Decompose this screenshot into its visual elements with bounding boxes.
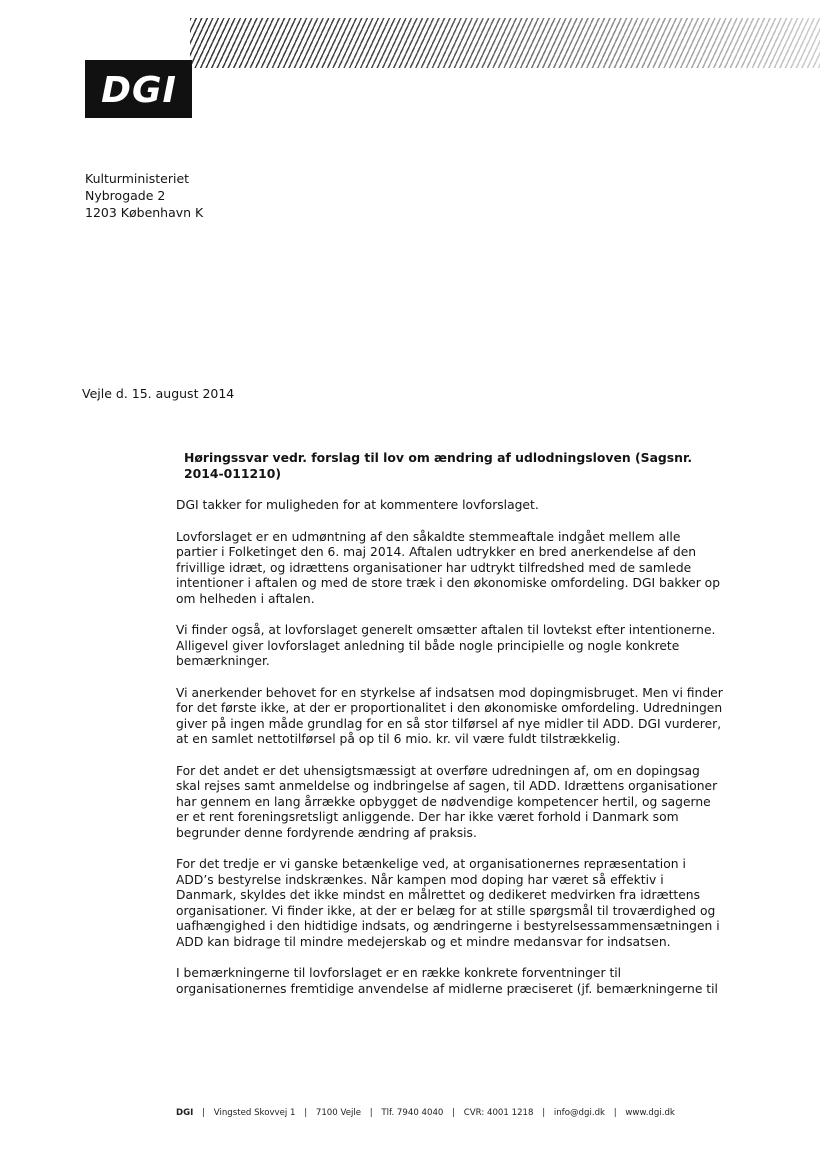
paragraph: Lovforslaget er en udmøntning af den såkaldte stemmeaftale indgået mellem alle partier i Folketinget den 6. maj 2014. Aftalen udtrykker en bred anerkendelse af den frivillige idræt, og idrættens organisationer har udtrykt tilfredshed med de samlede intentioner i aftalen og med de store træk i den økonomiske omfordeling. DGI bakker op om helheden i aftalen. bbox=[176, 529, 721, 606]
footer-cvr: CVR: 4001 1218 bbox=[463, 1108, 534, 1118]
dgi-logo-text: DGI bbox=[100, 70, 177, 109]
footer-separator: | bbox=[613, 1108, 617, 1118]
paragraph: Vi anerkender behovet for en styrkelse af indsatsen mod dopingmisbruget. Men vi finder for det første ikke, at der er proportionalitet i den økonomiske omfordeling. Udredningen giver på ingen måde grundlag for en så stor tilførsel af nye midler til ADD. DGI vurderer, at en samlet nettotilførsel på op til 6 mio. kr. vil være fuldt tilstrækkelig. bbox=[176, 685, 723, 746]
dgi-logo-mark bbox=[94, 69, 184, 109]
footer-separator: | bbox=[304, 1108, 308, 1118]
letter-subject: Høringssvar vedr. forslag til lov om ændring af udlodningsloven (Sagsnr. 2014-011210) bbox=[184, 450, 693, 481]
footer-phone: Tlf. 7940 4040 bbox=[381, 1108, 444, 1118]
paragraph: DGI takker for muligheden for at kommentere lovforslaget. bbox=[176, 498, 539, 512]
letter-date: Vejle d. 15. august 2014 bbox=[82, 386, 235, 401]
page-footer bbox=[176, 1108, 675, 1118]
paragraph: For det tredje er vi ganske betænkelige ved, at organisationernes repræsentation i ADD’s bestyrelse indskrænkes. Når kampen mod doping har været så effektiv i Danmark, skyldes det ikke mindst en målrettet og dedikeret medvirken fra idrættens organisationer. Vi finder ikke, at der er belæg for at stille spørgsmål til troværdighed og uafhængighed i den hidtidige indsats, og ændringerne i bestyrelsessammensætningen i ADD kan bidrage til mindre medejerskab og et mindre medansvar for indsatsen. bbox=[176, 857, 720, 949]
address-line: 1203 København K bbox=[85, 205, 204, 220]
footer-separator: | bbox=[369, 1108, 373, 1118]
footer-separator: | bbox=[202, 1108, 206, 1118]
recipient-address bbox=[85, 170, 203, 221]
letter-body bbox=[176, 450, 724, 1013]
footer-separator: | bbox=[452, 1108, 456, 1118]
footer-website-link[interactable]: www.dgi.dk bbox=[625, 1108, 675, 1118]
footer-email-link[interactable]: info@dgi.dk bbox=[553, 1108, 606, 1118]
address-line: Nybrogade 2 bbox=[85, 188, 166, 203]
footer-brand: DGI bbox=[176, 1108, 194, 1118]
paragraph: Vi finder også, at lovforslaget generelt omsætter aftalen til lovtekst efter intentionerne. Alligevel giver lovforslaget anledning til både nogle principielle og nogle konkrete bemærkninger. bbox=[176, 623, 716, 668]
footer-separator: | bbox=[542, 1108, 546, 1118]
header-stripe-band bbox=[190, 18, 820, 68]
dgi-logo bbox=[85, 60, 192, 118]
paragraph: For det andet er det uhensigtsmæssigt at overføre udredningen af, om en dopingsag skal rejses samt anmeldelse og indbringelse af sagen, til ADD. Idrættens organisationer har gennem en lang årrække opbygget de nødvendige kompetencer hertil, og sagerne er et rent foreningsretsligt anliggende. Der har ikke været forhold i Danmark som begrunder denne fordyrende ændring af praksis. bbox=[176, 763, 718, 840]
footer-address: Vingsted Skovvej 1 bbox=[213, 1108, 296, 1118]
footer-city: 7100 Vejle bbox=[315, 1108, 362, 1118]
paragraph: I bemærkningerne til lovforslaget er en række konkrete forventninger til organisationernes fremtidige anvendelse af midlerne præciseret (jf. bemærkningerne til bbox=[176, 966, 718, 996]
address-line: Kulturministeriet bbox=[85, 171, 190, 186]
